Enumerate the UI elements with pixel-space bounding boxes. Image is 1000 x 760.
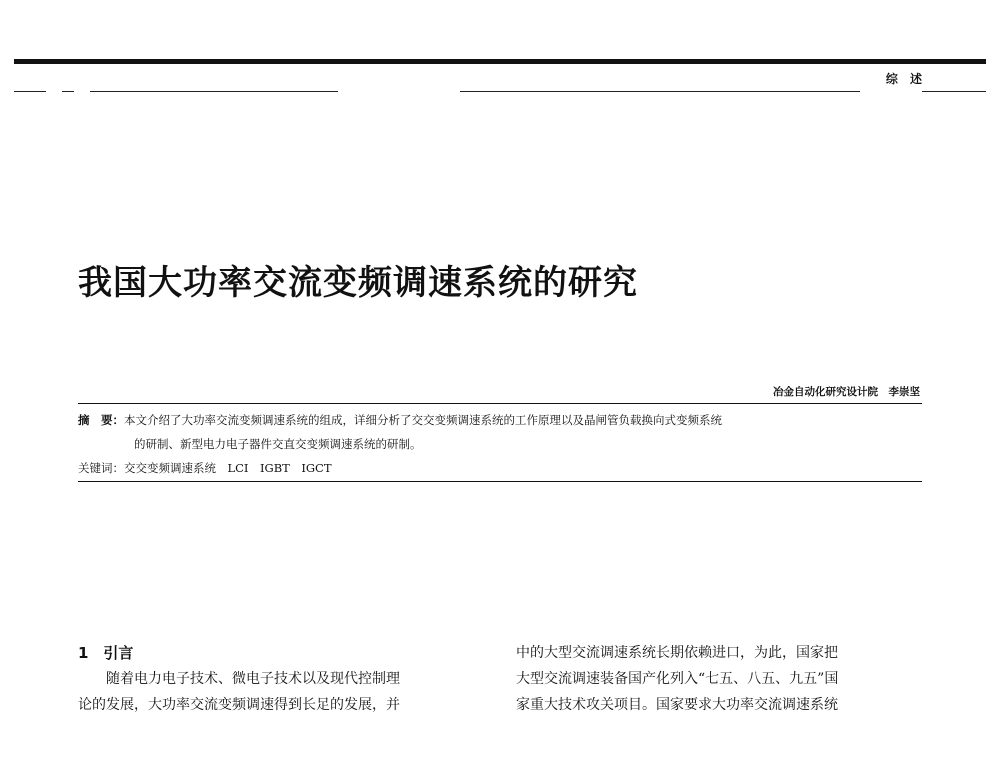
abstract-line <box>78 408 922 432</box>
abstract-block <box>78 408 922 456</box>
abstract-text-line-2: 的研制、新型电力电子器件交直交变频调速系统的研制。 <box>134 437 422 451</box>
body-column-right <box>516 640 920 718</box>
body-line: 家重大技术攻关项目。国家要求大功率交流调速系统 <box>516 697 838 713</box>
keywords-label: 关键词： <box>78 461 124 475</box>
keywords-text: 交交变频调速系统 LCI IGBT IGCT <box>124 461 332 475</box>
abstract-label: 摘 要： <box>78 413 124 427</box>
article-title: 我国大功率交流变频调速系统的研究 <box>78 263 638 303</box>
body-line: 大型交流调速装备国产化列入“七五、八五、九五”国 <box>516 671 839 687</box>
body-line: 中的大型交流调速系统长期依赖进口，为此，国家把 <box>516 645 838 661</box>
body-column-left <box>78 640 482 718</box>
keywords-bottom-rule <box>78 481 922 482</box>
header-rule-segment <box>14 91 46 92</box>
abstract-top-rule <box>78 403 922 404</box>
header-rule-segment <box>90 91 338 92</box>
header-rule-segment <box>62 91 74 92</box>
section-label: 综 述 <box>885 72 926 86</box>
header-rule-segment <box>922 91 986 92</box>
section-heading: 1 引言 <box>78 644 134 662</box>
header-top-rule <box>14 59 986 64</box>
keywords-block <box>78 458 332 478</box>
header-rule-segment <box>460 91 860 92</box>
author-affiliation: 冶金自动化研究设计院 李崇坚 <box>773 386 920 398</box>
body-line: 论的发展，大功率交流变频调速得到长足的发展，并 <box>78 697 400 713</box>
body-line: 随着电力电子技术、微电子技术以及现代控制理 <box>106 671 400 687</box>
abstract-text-line-1: 本文介绍了大功率交流变频调速系统的组成，详细分析了交交变频调速系统的工作原理以及晶闸管负载换向式变频系统 <box>124 413 722 427</box>
